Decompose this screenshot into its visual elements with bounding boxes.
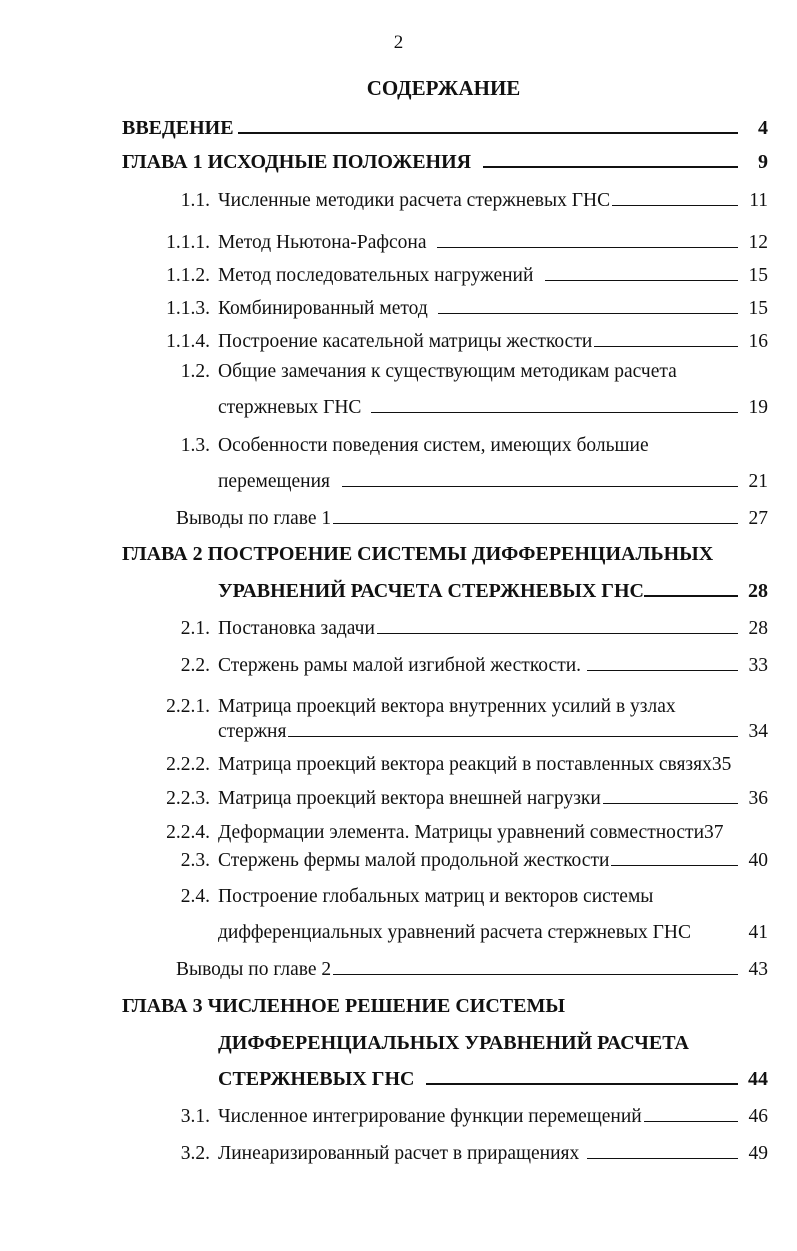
toc-entry-text: ГЛАВА 3 ЧИСЛЕННОЕ РЕШЕНИЕ СИСТЕМЫ (122, 995, 565, 1017)
toc-entry-text: Построение касательной матрицы жесткости (218, 331, 593, 352)
toc-entry-3-2[interactable] (150, 1135, 768, 1165)
toc-page-number: 21 (748, 471, 768, 492)
page-number: 2 (393, 32, 404, 53)
toc-entry-number: 3.1. (180, 1106, 210, 1127)
toc-page-number: 28 (748, 618, 768, 639)
toc-title: СОДЕРЖАНИЕ (366, 76, 521, 100)
toc-entry-text: Матрица проекций вектора реакций в поставленных связях (218, 754, 712, 775)
toc-entry-text: ВВЕДЕНИЕ (122, 117, 234, 139)
leader-line (545, 280, 738, 281)
toc-entry-2-2[interactable] (150, 647, 768, 677)
toc-entry-text-cont: СТЕРЖНЕВЫХ ГНС (218, 1068, 415, 1090)
toc-page-number: 27 (748, 508, 768, 529)
toc-entry-2-4-cont[interactable] (218, 914, 768, 944)
toc-entry-conclusions-2[interactable] (176, 951, 768, 981)
leader-line (603, 803, 738, 804)
toc-entry-number: 2.2.1. (166, 696, 210, 717)
toc-entry-text: ГЛАВА 2 ПОСТРОЕНИЕ СИСТЕМЫ ДИФФЕРЕНЦИАЛЬНЫХ (122, 543, 714, 565)
toc-entry-2-1[interactable] (150, 610, 768, 640)
toc-page-number: 37 (704, 822, 724, 843)
toc-entry-1-1-2[interactable] (150, 257, 768, 287)
leader-line (377, 633, 738, 634)
leader-line (438, 313, 738, 314)
leader-line (437, 247, 738, 248)
toc-page-number: 41 (748, 922, 768, 943)
toc-entry-chapter-3-cont2[interactable] (218, 1061, 768, 1091)
leader-line (587, 670, 738, 671)
toc-entry-text-cont: перемещения (218, 471, 331, 492)
toc-page-number: 15 (748, 298, 768, 319)
toc-entry-number: 2.2.2. (166, 754, 210, 775)
toc-entry-number: 1.1.4. (166, 331, 210, 352)
toc-entry-3-1[interactable] (150, 1098, 768, 1128)
toc-entry-text: Численное интегрирование функции перемещений (218, 1106, 642, 1127)
toc-page-number: 35 (711, 754, 732, 775)
toc-page-number: 16 (748, 331, 768, 352)
toc-page-number: 34 (748, 721, 768, 742)
toc-entry-text: Стержень фермы малой продольной жесткости (218, 850, 610, 871)
toc-page-number: 49 (748, 1143, 768, 1164)
toc-entry-text-cont: дифференциальных уравнений расчета стержневых ГНС (218, 922, 691, 943)
toc-entry-text: Построение глобальных матриц и векторов системы (218, 886, 654, 907)
toc-entry-number: 2.1. (180, 618, 210, 639)
toc-entry-1-1[interactable] (150, 182, 768, 212)
toc-page-number: 40 (748, 850, 768, 871)
leader-line (426, 1083, 738, 1085)
toc-entry-2-4[interactable] (150, 878, 768, 908)
toc-page-number: 33 (748, 655, 768, 676)
toc-page-number: 12 (748, 232, 768, 253)
toc-entry-text: Деформации элемента. Матрицы уравнений совместности (218, 822, 705, 843)
toc-entry-number: 2.2.3. (166, 788, 210, 809)
toc-entry-text-cont: УРАВНЕНИЙ РАСЧЕТА СТЕРЖНЕВЫХ ГНС (218, 580, 644, 602)
toc-page-number: 11 (749, 190, 768, 211)
toc-entry-number: 1.2. (180, 361, 210, 382)
leader-line (238, 132, 738, 134)
toc-entry-text-cont: стержня (218, 721, 287, 742)
toc-entry-text: Выводы по главе 2 (176, 959, 332, 980)
toc-entry-introduction[interactable] (122, 110, 768, 140)
toc-entry-number: 1.1. (180, 190, 210, 211)
toc-entry-2-2-4[interactable] (150, 814, 782, 844)
leader-line (644, 1121, 738, 1122)
toc-entry-1-1-1[interactable] (150, 224, 768, 254)
toc-entry-text: Метод Ньютона-Рафсона (218, 232, 427, 253)
toc-entry-text: Общие замечания к существующим методикам расчета (218, 361, 677, 382)
leader-line (288, 736, 738, 737)
toc-entry-text: Стержень рамы малой изгибной жесткости. (218, 655, 582, 676)
toc-entry-1-3-cont[interactable] (218, 463, 768, 493)
toc-entry-1-1-4[interactable] (150, 323, 768, 353)
toc-entry-number: 1.1.1. (166, 232, 210, 253)
toc-entry-chapter-3[interactable] (122, 988, 768, 1018)
toc-entry-number: 2.4. (180, 886, 210, 907)
toc-entry-number: 2.2.4. (166, 822, 210, 843)
toc-page-number: 19 (748, 397, 768, 418)
toc-entry-1-2-cont[interactable] (218, 389, 768, 419)
toc-entry-2-2-2[interactable] (150, 746, 782, 776)
toc-entry-text: Выводы по главе 1 (176, 508, 332, 529)
toc-entry-text: Матрица проекций вектора внутренних усилий в узлах (218, 696, 676, 717)
toc-entry-text-cont: ДИФФЕРЕНЦИАЛЬНЫХ УРАВНЕНИЙ РАСЧЕТА (218, 1032, 689, 1054)
toc-entry-number: 1.3. (180, 435, 210, 456)
toc-entry-text: Численные методики расчета стержневых ГНС (218, 190, 611, 211)
leader-line (587, 1158, 738, 1159)
leader-line (333, 523, 738, 524)
toc-page-number: 36 (748, 788, 768, 809)
toc-entry-text-cont: стержневых ГНС (218, 397, 362, 418)
leader-line (333, 974, 738, 975)
toc-entry-2-2-1-cont[interactable] (218, 713, 768, 743)
leader-line (371, 412, 738, 413)
toc-entry-chapter-2-cont[interactable] (218, 573, 768, 603)
toc-entry-text: ГЛАВА 1 ИСХОДНЫЕ ПОЛОЖЕНИЯ (122, 151, 472, 173)
leader-line (644, 595, 738, 597)
toc-entry-1-3[interactable] (150, 427, 768, 457)
toc-page-number: 46 (748, 1106, 768, 1127)
toc-entry-1-1-3[interactable] (150, 290, 768, 320)
toc-entry-text: Линеаризированный расчет в приращениях (218, 1143, 580, 1164)
leader-line (611, 865, 738, 866)
toc-entry-text: Особенности поведения систем, имеющих большие (218, 435, 649, 456)
toc-entry-chapter-2[interactable] (122, 536, 768, 566)
toc-page-number: 43 (748, 959, 768, 980)
toc-page-number: 15 (748, 265, 768, 286)
toc-entry-conclusions-1[interactable] (176, 500, 768, 530)
toc-entry-text: Комбинированный метод (218, 298, 428, 319)
leader-line (342, 486, 738, 487)
toc-entry-chapter-3-cont[interactable] (218, 1025, 768, 1055)
toc-entry-2-3[interactable] (150, 842, 768, 872)
toc-entry-text: Метод последовательных нагружений (218, 265, 534, 286)
toc-page-number: 4 (758, 117, 768, 139)
toc-entry-2-2-3[interactable] (150, 780, 768, 810)
toc-page-number: 28 (748, 580, 768, 602)
toc-entry-number: 1.1.3. (166, 298, 210, 319)
toc-entry-text: Постановка задачи (218, 618, 375, 639)
toc-entry-1-2[interactable] (150, 353, 768, 383)
leader-line (483, 166, 738, 168)
leader-line (594, 346, 738, 347)
leader-line (612, 205, 738, 206)
toc-page-number: 9 (758, 151, 768, 173)
toc-entry-number: 3.2. (180, 1143, 210, 1164)
toc-entry-number: 2.3. (180, 850, 210, 871)
toc-entry-number: 1.1.2. (166, 265, 210, 286)
toc-entry-number: 2.2. (180, 655, 210, 676)
toc-page-number: 44 (748, 1068, 768, 1090)
toc-entry-text: Матрица проекций вектора внешней нагрузки (218, 788, 601, 809)
toc-entry-chapter-1[interactable] (122, 144, 768, 174)
